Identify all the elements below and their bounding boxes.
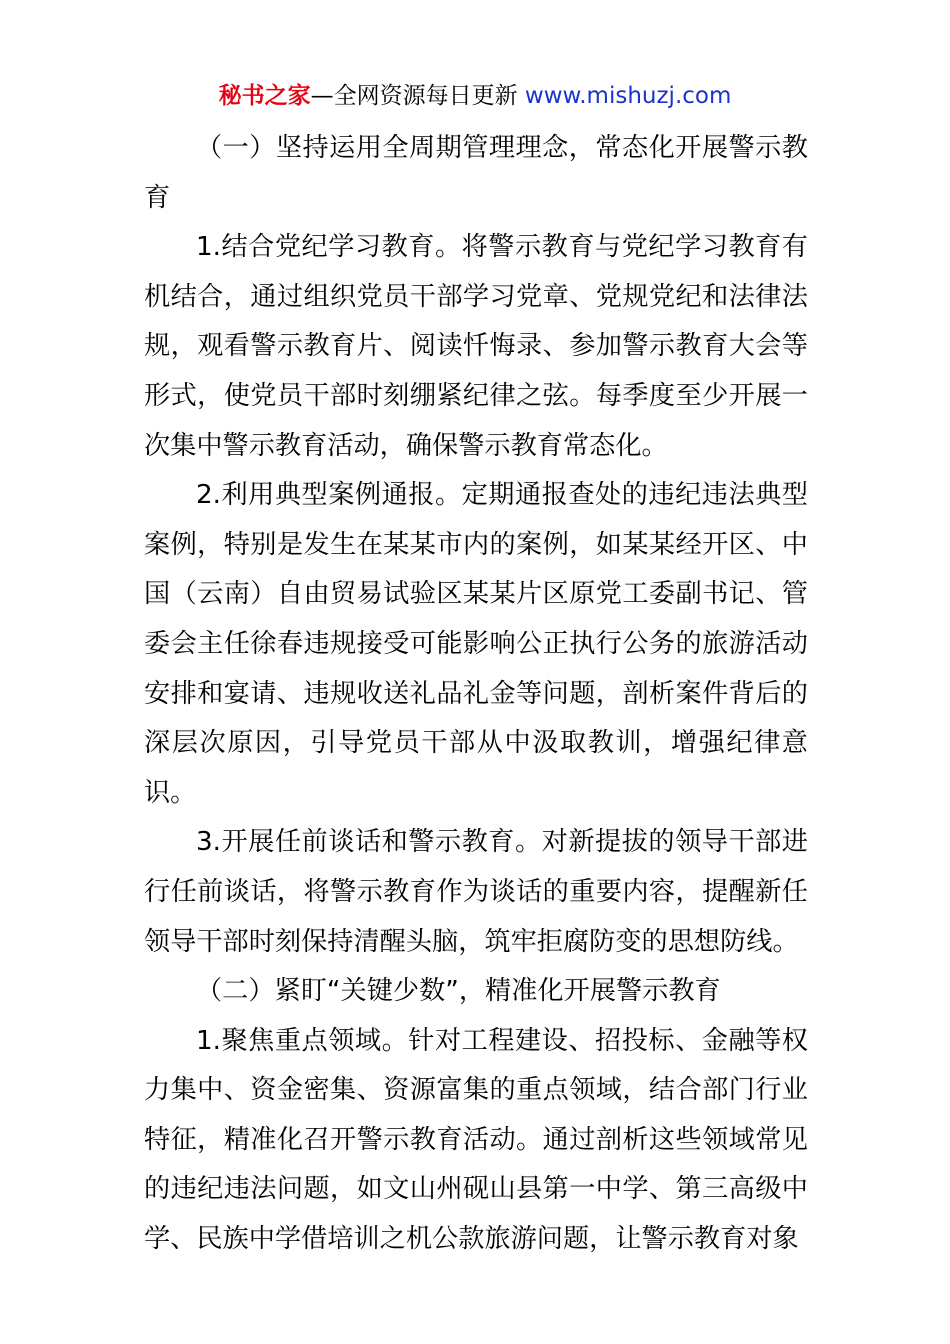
paragraph: 2.利用典型案例通报。定期通报查处的违纪违法典型案例，特别是发生在某某市内的案例，如某某经开区、中国（云南）自由贸易试验区某某片区原党工委副书记、管委会主任徐春违规接受可能影响公正执行公务的旅游活动安排和宴请、违规收送礼品礼金等问题，剖析案件背后的深层次原因，引导党员干部从中汲取教训，增强纪律意识。	[144, 480, 808, 808]
site-header	[0, 80, 950, 112]
section-heading-2: （二）紧盯“关键少数”，精准化开展警示教育	[196, 976, 721, 1007]
paragraph: 1.结合党纪学习教育。将警示教育与党纪学习教育有机结合，通过组织党员干部学习党章、党规党纪和法律法规，观看警示教育片、阅读忏悔录、参加警示教育大会等形式，使党员干部时刻绷紧纪律之弦。每季度至少开展一次集中警示教育活动，确保警示教育常态化。	[144, 232, 808, 461]
site-tagline: —全网资源每日更新	[310, 83, 518, 109]
site-url-link[interactable]: www.mishuzj.com	[524, 83, 732, 109]
paragraph: 3.开展任前谈话和警示教育。对新提拔的领导干部进行任前谈话，将警示教育作为谈话的重要内容，提醒新任领导干部时刻保持清醒头脑，筑牢拒腐防变的思想防线。	[144, 827, 808, 957]
paragraph: 1.聚焦重点领域。针对工程建设、招投标、金融等权力集中、资金密集、资源富集的重点领域，结合部门行业特征，精准化召开警示教育活动。通过剖析这些领域常见的违纪违法问题，如文山州砚山县第一中学、第三高级中学、民族中学借培训之机公款旅游问题，让警示教育对象	[144, 1025, 808, 1255]
section-heading-1: （一）坚持运用全周期管理理念，常态化开展警示教育	[144, 133, 808, 213]
document-body	[144, 124, 808, 1265]
site-brand: 秘书之家	[218, 83, 311, 109]
